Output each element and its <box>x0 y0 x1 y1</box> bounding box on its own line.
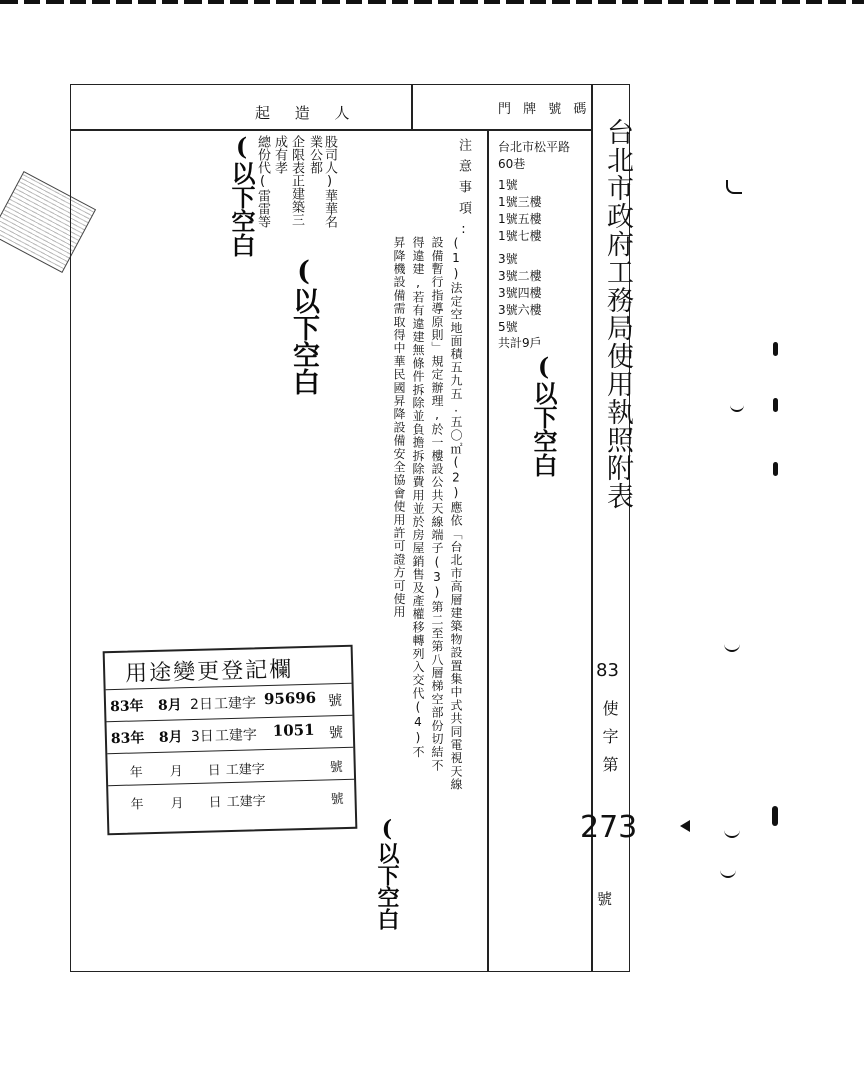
header-divider <box>71 129 591 131</box>
stamp-row-day: 日 <box>207 763 222 779</box>
blank-mark-address: (以下空白 <box>529 352 558 477</box>
address-column-header: 門 牌 號 碼 <box>498 102 591 117</box>
stamp-row-text: 工建字 <box>213 695 257 713</box>
stamp-row-number: 95696 <box>263 688 317 709</box>
builder-column-header: 起 造 人 <box>255 104 360 122</box>
scan-mark <box>720 870 736 878</box>
address-column-divider <box>487 129 489 971</box>
stamp-row-year: 年 <box>130 797 144 813</box>
address-line: 1號 <box>498 178 518 192</box>
doc-number-year: 83 <box>596 660 619 681</box>
stamp-row-year: 年 <box>129 765 144 781</box>
scan-mark <box>772 806 778 826</box>
stamp-row-month: 月 <box>169 764 184 780</box>
stamp-title: 用途變更登記欄 <box>124 657 294 687</box>
stamp-row-year: 83年 <box>110 730 145 748</box>
address-line: 3號四樓 <box>498 286 542 300</box>
stamp-row-suffix: 號 <box>329 760 343 776</box>
address-line: 台北市松平路 <box>498 140 571 154</box>
doc-number-suffix: 號 <box>597 890 613 908</box>
stamp-row-suffix: 號 <box>330 792 344 808</box>
notes-label: 注意事項: <box>456 138 471 245</box>
scan-mark <box>773 462 778 476</box>
address-line: 1號五樓 <box>498 212 542 226</box>
stamp-row-day: 日 <box>208 795 222 811</box>
top-scan-edge <box>0 0 864 4</box>
stamp-row-day: 2日 <box>189 696 214 714</box>
scan-mark <box>730 404 744 412</box>
builder-line-2: 業公都 <box>307 135 322 174</box>
stamp-row-text: 工建字 <box>225 762 265 779</box>
address-line: 3號六樓 <box>498 303 542 317</box>
doc-number-prefix: 使字第 <box>600 700 619 784</box>
notes-line-1: (1)法定空地面積五九五.五〇㎡(2)應依「台北市高層建築物設置集中式共同電視天線 <box>449 236 463 792</box>
address-line: 3號二樓 <box>498 269 542 283</box>
stamp-row-suffix: 號 <box>327 693 343 710</box>
builder-line-3: 企限表正建築三 <box>289 135 304 226</box>
address-line: 5號 <box>498 320 518 334</box>
scan-mark <box>726 180 742 194</box>
stamp-row-month: 月 <box>170 796 184 812</box>
stamp-row-suffix: 號 <box>328 725 344 742</box>
stamp-row-month: 8月 <box>158 729 183 746</box>
blank-mark-builder-left: (以下空白 <box>227 132 256 257</box>
builder-line-1: 股司人)華華名 <box>322 135 337 228</box>
scan-mark <box>724 644 740 652</box>
scan-mark <box>680 820 690 832</box>
use-change-registration-stamp <box>103 645 358 835</box>
notes-line-3: 得違建,若有違建無條件拆除並負擔拆除費用並於房屋銷售及產權移轉列入交代(4)不 <box>411 236 425 759</box>
scan-mark <box>724 830 740 838</box>
stamp-row-number: 1051 <box>272 720 315 740</box>
doc-number-value: 273 <box>580 810 638 845</box>
blank-mark-notes: (以下空白 <box>374 816 400 930</box>
scan-mark <box>773 342 778 356</box>
address-line: 1號三樓 <box>498 195 542 209</box>
builder-line-5: 總份代(雷雷等 <box>255 135 270 228</box>
stamp-row-year: 83年 <box>109 698 144 716</box>
notes-line-2: 設備暫行指導原則」規定辦理,於一樓設公共天線端子(3)第二至第八層梯空部份切結不 <box>430 236 444 772</box>
scan-mark <box>773 398 778 412</box>
permit-attachment-form <box>70 84 630 972</box>
notes-line-4: 昇降機設備需取得中華民國昇降設備安全協會使用許可證方可使用 <box>392 236 406 619</box>
blank-mark-builder-right: (以下空白 <box>288 256 319 395</box>
address-line: 1號七樓 <box>498 229 542 243</box>
stamp-row-text: 工建字 <box>226 794 266 811</box>
address-line: 60巷 <box>498 157 526 171</box>
address-total: 共計9戶 <box>498 336 542 350</box>
stamp-row-text: 工建字 <box>214 727 258 745</box>
header-column-divider <box>411 85 413 129</box>
address-line: 3號 <box>498 252 518 266</box>
builder-line-4: 成有孝 <box>272 135 287 174</box>
stamp-row-month: 8月 <box>157 697 183 714</box>
stamp-row <box>108 779 355 818</box>
form-title: 台北市政府工務局使用執照附表 <box>602 118 633 510</box>
stamp-row-day: 3日 <box>190 728 215 746</box>
